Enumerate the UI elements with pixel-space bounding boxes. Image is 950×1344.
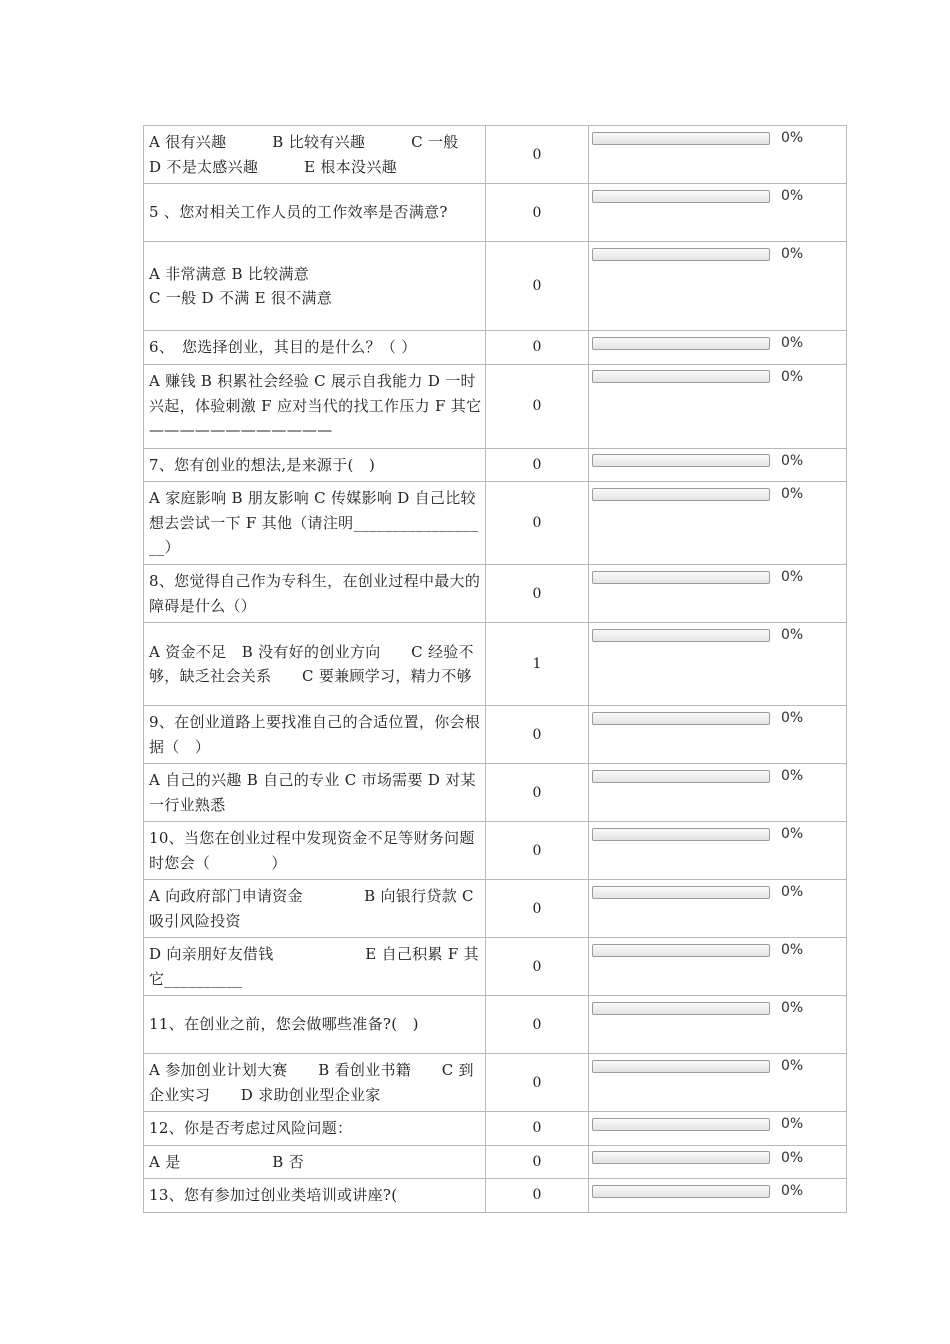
response-count: 0 [486,565,589,623]
response-count: 0 [486,331,589,365]
percentage-label: 0% [781,1058,804,1074]
percentage-cell [589,996,847,1054]
progress-bar [592,1151,770,1164]
progress-bar [592,1118,770,1131]
response-count: 0 [486,448,589,482]
percentage-label: 0% [781,486,804,502]
percentage-cell [589,331,847,365]
question-text: 9、在创业道路上要找准自己的合适位置，你会根据（ ） [144,706,486,764]
progress-wrapper [592,1116,846,1132]
percentage-cell [589,184,847,242]
percentage-cell [589,706,847,764]
percentage-label: 0% [781,942,804,958]
progress-wrapper [592,768,846,784]
question-text: 7、您有创业的想法,是来源于( ) [144,448,486,482]
response-count: 0 [486,764,589,822]
progress-wrapper [592,369,846,385]
survey-row [144,184,847,242]
question-text: 11、在创业之前，您会做哪些准备?( ) [144,996,486,1054]
percentage-cell [589,938,847,996]
percentage-cell [589,1179,847,1213]
question-text: A 非常满意 B 比较满意 C 一般 D 不满 E 很不满意 [144,242,486,331]
survey-row [144,822,847,880]
response-count: 0 [486,482,589,565]
progress-wrapper [592,246,846,262]
survey-row [144,623,847,706]
percentage-label: 0% [781,130,804,146]
percentage-label: 0% [781,1149,804,1166]
percentage-cell [589,623,847,706]
progress-bar [592,370,770,383]
percentage-cell [589,565,847,623]
percentage-cell [589,1112,847,1146]
progress-bar [592,1185,770,1198]
survey-row [144,565,847,623]
progress-bar [592,337,770,350]
percentage-cell [589,764,847,822]
response-count: 0 [486,822,589,880]
survey-row [144,364,847,448]
progress-wrapper [592,130,846,146]
question-text: A 向政府部门申请资金 B 向银行贷款 C 吸引风险投资 [144,880,486,938]
question-text: A 家庭影响 B 朋友影响 C 传媒影响 D 自己比较想去尝试一下 F 其他（请注明__________________） [144,482,486,565]
progress-bar [592,944,770,957]
response-count: 0 [486,1054,589,1112]
question-text: 12、你是否考虑过风险问题： [144,1112,486,1146]
progress-bar [592,712,770,725]
percentage-label: 0% [781,368,804,385]
progress-wrapper [592,486,846,502]
response-count: 1 [486,623,589,706]
survey-row [144,1179,847,1213]
question-text: A 参加创业计划大赛 B 看创业书籍 C 到企业实习 D 求助创业型企业家 [144,1054,486,1112]
progress-bar [592,454,770,467]
question-text: 8、您觉得自己作为专科生，在创业过程中最大的障碍是什么（） [144,565,486,623]
survey-row [144,1112,847,1146]
progress-bar [592,571,770,584]
response-count: 0 [486,880,589,938]
progress-wrapper [592,1150,846,1166]
survey-row [144,880,847,938]
survey-row [144,242,847,331]
progress-bar [592,248,770,261]
progress-wrapper [592,453,846,469]
survey-table-body [144,126,847,1213]
response-count: 0 [486,938,589,996]
percentage-cell [589,482,847,565]
percentage-label: 0% [781,1183,804,1199]
percentage-label: 0% [781,1000,804,1016]
progress-bar [592,886,770,899]
progress-bar [592,1060,770,1073]
percentage-cell [589,880,847,938]
progress-bar [592,132,770,145]
response-count: 0 [486,126,589,184]
percentage-cell [589,126,847,184]
percentage-label: 0% [781,710,804,726]
percentage-cell [589,1054,847,1112]
percentage-label: 0% [781,884,804,900]
question-text: 6、 您选择创业，其目的是什么？（ ） [144,331,486,365]
progress-bar [592,488,770,501]
progress-wrapper [592,826,846,842]
progress-wrapper [592,627,846,643]
survey-row [144,448,847,482]
survey-results-table [143,125,847,1213]
percentage-cell [589,448,847,482]
survey-row [144,938,847,996]
percentage-label: 0% [781,569,804,585]
progress-wrapper [592,1058,846,1074]
survey-row [144,1145,847,1179]
progress-wrapper [592,188,846,204]
question-text: 13、您有参加过创业类培训或讲座?( [144,1179,486,1213]
progress-bar [592,629,770,642]
survey-row [144,706,847,764]
percentage-label: 0% [781,188,804,204]
percentage-label: 0% [781,246,804,262]
response-count: 0 [486,1179,589,1213]
progress-wrapper [592,569,846,585]
survey-row [144,996,847,1054]
percentage-label: 0% [781,452,804,469]
question-text: D 向亲朋好友借钱 E 自己积累 F 其它__________ [144,938,486,996]
progress-wrapper [592,1000,846,1016]
survey-row [144,482,847,565]
progress-bar [592,190,770,203]
progress-wrapper [592,942,846,958]
response-count: 0 [486,996,589,1054]
progress-wrapper [592,1183,846,1199]
question-text: 5 、您对相关工作人员的工作效率是否满意? [144,184,486,242]
question-text: A 很有兴趣 B 比较有兴趣 C 一般 D 不是太感兴趣 E 根本没兴趣 [144,126,486,184]
survey-row [144,1054,847,1112]
progress-bar [592,828,770,841]
response-count: 0 [486,1112,589,1146]
response-count: 0 [486,364,589,448]
survey-row [144,126,847,184]
progress-bar [592,770,770,783]
progress-wrapper [592,884,846,900]
response-count: 0 [486,184,589,242]
percentage-label: 0% [781,335,804,351]
question-text: 10、当您在创业过程中发现资金不足等财务问题时您会（ ） [144,822,486,880]
percentage-label: 0% [781,768,804,784]
percentage-cell [589,1145,847,1179]
survey-row [144,331,847,365]
progress-bar [592,1002,770,1015]
question-text: A 是 B 否 [144,1145,486,1179]
question-text: A 资金不足 B 没有好的创业方向 C 经验不够，缺乏社会关系 C 要兼顾学习，精力不够 [144,623,486,706]
percentage-label: 0% [781,826,804,842]
response-count: 0 [486,242,589,331]
response-count: 0 [486,706,589,764]
survey-row [144,764,847,822]
progress-wrapper [592,710,846,726]
progress-wrapper [592,335,846,351]
percentage-label: 0% [781,627,804,643]
question-text: A 自己的兴趣 B 自己的专业 C 市场需要 D 对某一行业熟悉 [144,764,486,822]
percentage-cell [589,364,847,448]
response-count: 0 [486,1145,589,1179]
percentage-cell [589,822,847,880]
question-text: A 赚钱 B 积累社会经验 C 展示自我能力 D 一时兴起，体验刺激 F 应对当代的找工作压力 F 其它———————————— [144,364,486,448]
percentage-label: 0% [781,1116,804,1132]
percentage-cell [589,242,847,331]
